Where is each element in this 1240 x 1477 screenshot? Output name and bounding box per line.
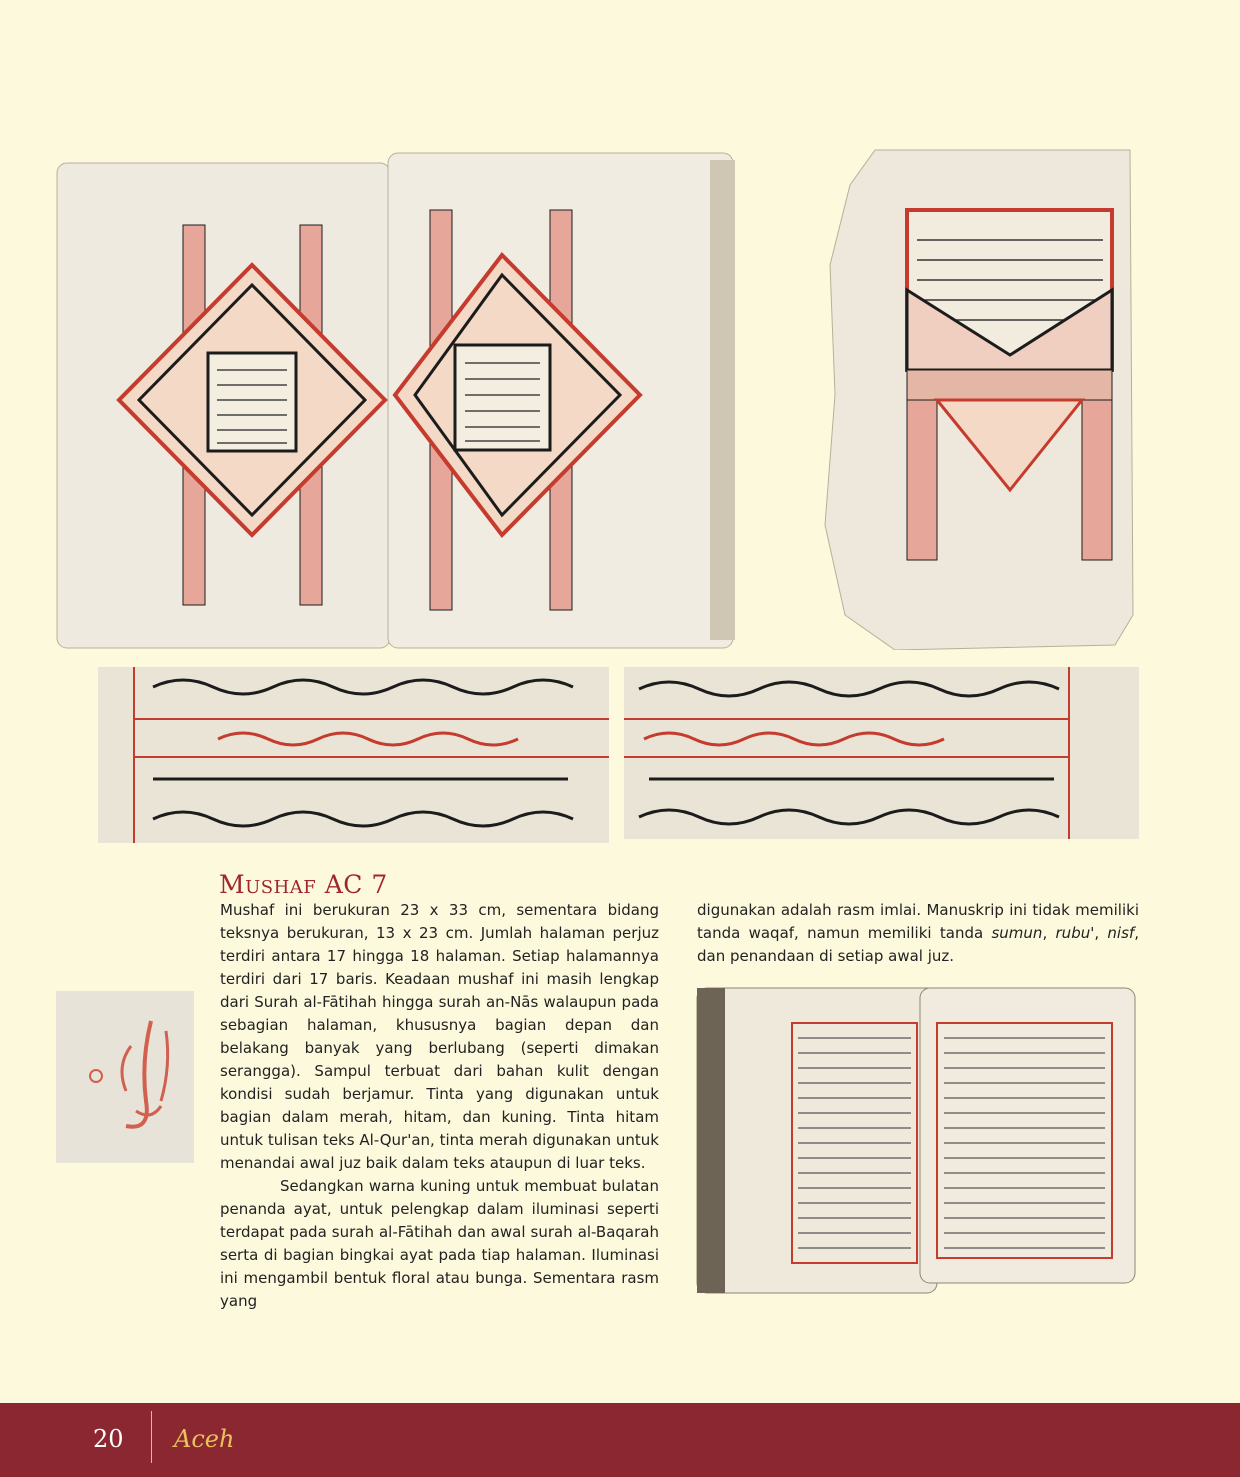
body-paragraph-1: Mushaf ini berukuran 23 x 33 cm, sementara bidang teksnya berukuran, 13 x 23 cm. Jumlah halaman perjuz terdiri antara 17 hingga 18 halaman. Setiap halamannya terdiri dari 17 baris. Keadaan mushaf ini masih lengkap dari Surah al-Fātihah hingga surah an-Nās walaupun pada sebagian halaman, khususnya bagian depan dan belakang banyak yang berlubang (seperti dimakan serangga). Sampul terbuat dari bahan kulit dengan kondisi sudah berjamur. Tinta yang digunakan untuk bagian dalam merah, hitam, dan kuning. Tinta hitam untuk tulisan teks Al-Qur'an, tinta merah digunakan untuk menandai awal juz baik dalam teks ataupun di luar teks.: [220, 901, 659, 1172]
body-column-2: [697, 899, 1139, 968]
photo-text-detail-2: [624, 667, 1139, 839]
body-paragraph-2: Sedangkan warna kuning untuk membuat bulatan penanda ayat, untuk pelengkap dalam iluminasi seperti terdapat pada surah al-Fātihah dan awal surah al-Baqarah serta di bagian bingkai ayat pada tiap halaman. Iluminasi ini mengambil bentuk floral atau bunga. Sementara rasm yang: [220, 1177, 659, 1310]
body-paragraph-3: [697, 899, 1139, 968]
body-column-1: [220, 899, 659, 1313]
separator: ,: [1042, 924, 1056, 942]
term-rubu: rubu': [1055, 924, 1095, 942]
photo-seal-detail: [56, 991, 194, 1163]
page-number: 20: [93, 1425, 124, 1453]
section-title: Mushaf AC 7: [219, 870, 388, 899]
body-text: digunakan adalah rasm imlai. Manuskrip ini tidak memiliki tanda waqaf, namun memiliki tanda: [697, 901, 1139, 942]
photo-illuminated-page: [815, 145, 1135, 650]
photo-text-spread: [692, 983, 1140, 1298]
body-text: , dan penandaan di setiap awal juz.: [697, 924, 1139, 965]
running-head: Aceh: [174, 1425, 235, 1453]
photo-illuminated-spread: [55, 145, 740, 655]
term-nisf: nisf: [1107, 924, 1135, 942]
separator: ,: [1094, 924, 1108, 942]
photo-text-detail-1: [98, 667, 609, 843]
footer-divider: [151, 1411, 152, 1463]
page-footer: [0, 1403, 1240, 1477]
term-sumun: sumun: [991, 924, 1043, 942]
